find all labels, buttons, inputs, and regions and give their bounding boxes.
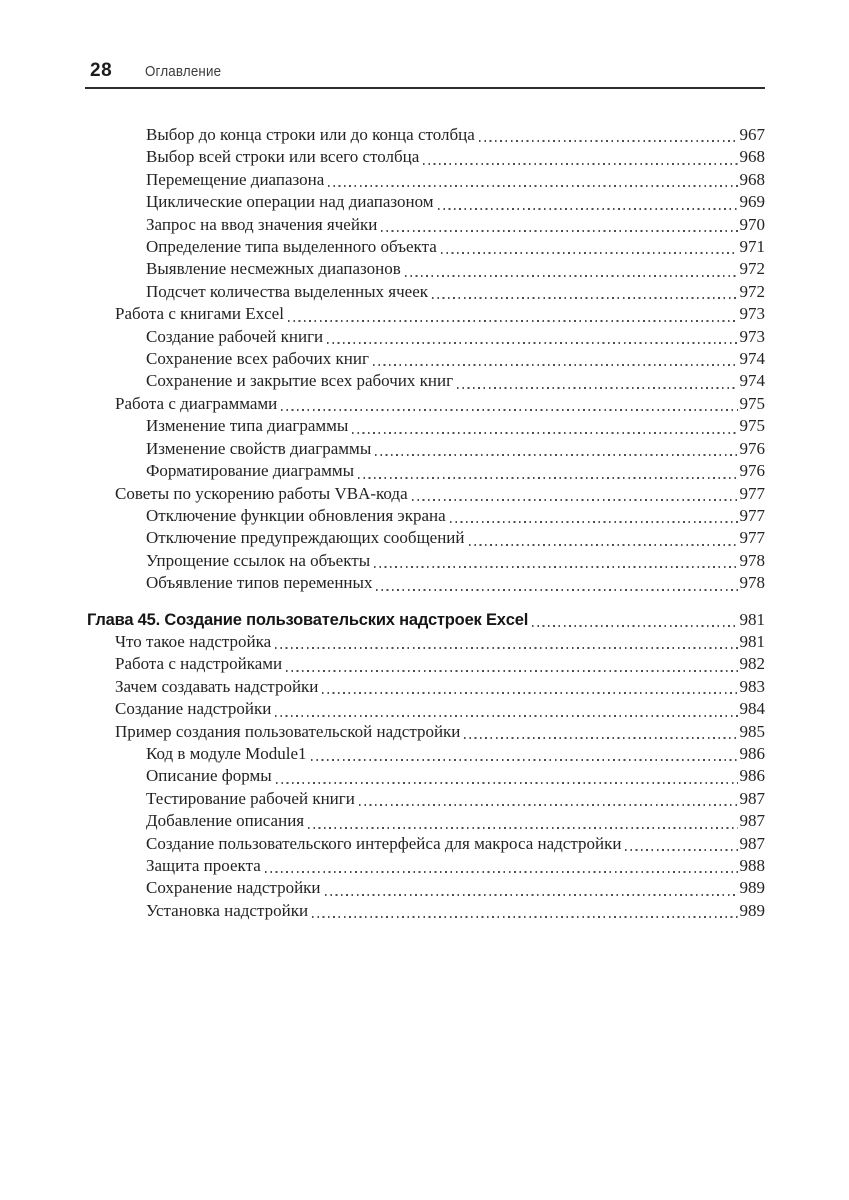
toc-entry-page: 968 [739,147,765,167]
toc-entry-page: 967 [739,125,765,144]
toc-entry [87,348,765,370]
dot-leader [405,275,738,277]
toc-entry-label: Работа с книгами Excel [115,304,284,324]
toc-entry-page: 974 [739,371,765,391]
toc-entry-label: Установка надстройки [146,900,309,920]
toc-entry [87,214,765,236]
toc-entry-label: Код в модуле Module1 [146,743,307,763]
toc-entry [87,743,765,765]
dot-leader [308,827,737,829]
toc-entry-page: 973 [739,304,765,324]
toc-entry-label: Тестирование рабочей книги [146,788,355,808]
toc-entry [87,900,765,922]
toc-entry [87,698,765,720]
toc-entry [87,505,765,527]
toc-entry-page: 970 [739,214,765,234]
toc-entry-label: Создание пользовательского интерфейса для макроса надстройки [146,833,622,853]
dot-leader [265,871,738,873]
toc-entry-label: Пример создания пользовательской надстройки [115,721,461,741]
toc-entry-label: Перемещение диапазона [146,169,325,189]
dot-leader [373,364,738,366]
toc-entry-page: 974 [739,349,765,369]
toc-entry [87,438,765,460]
toc-entry [87,527,765,549]
toc-entry-page: 981 [739,631,765,651]
running-head [87,60,765,84]
dot-leader [322,692,737,694]
toc-entry [87,169,765,191]
dot-leader [311,759,738,761]
toc-entry [87,146,765,168]
dot-leader [381,230,737,232]
toc-entry [87,855,765,877]
toc-entry-label: Отключение предупреждающих сообщений [146,528,465,548]
toc-entry-page: 981 [739,609,765,629]
toc-entry-label: Изменение типа диаграммы [146,416,349,436]
dot-leader [376,589,737,591]
toc-entry-label: Сохранение надстройки [146,878,321,898]
toc-entry [87,326,765,348]
toc-entry [87,676,765,698]
toc-entry [87,393,765,415]
toc-entry-label: Глава 45. Создание пользовательских надстроек Excel [87,610,529,629]
toc-entry [87,236,765,258]
dot-leader [374,566,737,568]
dot-leader [327,342,737,344]
page-number: 28 [90,60,113,81]
toc-entry-page: 975 [739,416,765,436]
toc-entry-label: Работа с надстройками [115,654,283,674]
toc-entry [87,833,765,855]
toc-entry-page: 978 [739,573,765,593]
toc-entry [87,877,765,899]
toc-entry-label: Объявление типов переменных [146,573,373,593]
toc-entry-page: 988 [739,856,765,875]
toc-entry-page: 972 [739,281,765,301]
toc-entry [87,653,765,675]
toc-entry-label: Добавление описания [146,811,305,831]
toc-entry-page: 976 [739,438,765,458]
dot-leader [432,297,737,299]
toc-entry-label: Определение типа выделенного объекта [146,237,437,257]
toc-entry-label: Запрос на ввод значения ячейки [146,214,378,234]
toc-entry [87,483,765,505]
toc-entry [87,258,765,280]
dot-leader [469,544,738,546]
toc-entry [87,191,765,213]
toc-entry-label: Подсчет количества выделенных ячеек [146,281,429,301]
toc-entry-page: 987 [739,788,765,808]
dot-leader [275,715,737,717]
toc-entry-label: Защита проекта [146,856,261,875]
toc-entry [87,303,765,325]
dot-leader [441,252,738,254]
toc-entry-label: Советы по ускорению работы VBA-кода [115,483,408,503]
toc-entry-page: 983 [739,676,765,696]
toc-entry [87,631,765,653]
header-rule [85,87,765,89]
toc-entry-page: 985 [739,721,765,741]
dot-leader [457,387,737,389]
dot-leader [532,625,737,627]
dot-leader [438,208,738,210]
toc-entry-label: Описание формы [146,766,272,786]
toc-entry-label: Выявление несмежных диапазонов [146,259,401,279]
dot-leader [276,782,738,784]
dot-leader [450,521,738,523]
toc-entry-page: 973 [739,326,765,346]
toc-entry-label: Создание рабочей книги [146,326,324,346]
toc-entry [87,788,765,810]
toc-entry [87,572,765,594]
toc-entry-page: 975 [739,393,765,413]
toc-entry-label: Создание надстройки [115,699,272,719]
toc-entry-page: 987 [739,811,765,831]
toc-entry-label: Выбор всей строки или всего столбца [146,147,420,167]
toc-entry-page: 978 [739,550,765,570]
toc-entry-label: Работа с диаграммами [115,393,278,413]
toc-entry [87,460,765,482]
toc-entry-page: 977 [739,528,765,548]
toc-entry [87,721,765,743]
toc-entry-page: 982 [739,654,765,674]
dot-leader [325,894,738,896]
toc-entry-label: Отключение функции обновления экрана [146,505,446,525]
toc-entry [87,609,765,631]
toc-entry [87,415,765,437]
dot-leader [359,804,738,806]
toc-entry-page: 968 [739,169,765,189]
toc-entry-label: Зачем создавать надстройки [115,676,319,696]
header-title: Оглавление [145,64,222,80]
toc-list [87,124,765,922]
toc-entry-page: 977 [739,483,765,503]
dot-leader [275,647,737,649]
dot-leader [464,737,737,739]
toc-entry-page: 989 [739,878,765,898]
toc-entry-page: 984 [739,699,765,719]
dot-leader [358,477,737,479]
toc-entry-label: Упрощение ссылок на объекты [146,550,371,570]
toc-entry [87,810,765,832]
toc-entry [87,281,765,303]
dot-leader [312,916,737,918]
toc-entry-page: 986 [739,766,765,786]
toc-entry-page: 969 [739,192,765,212]
dot-leader [412,499,738,501]
toc-entry [87,370,765,392]
dot-leader [423,163,737,165]
toc-entry-label: Циклические операции над диапазоном [146,192,434,212]
toc-entry-label: Изменение свойств диаграммы [146,438,372,458]
toc-entry-page: 976 [739,461,765,481]
dot-leader [328,185,737,187]
toc-entry-page: 972 [739,259,765,279]
toc-entry [87,550,765,572]
toc-entry-label: Форматирование диаграммы [146,461,355,481]
toc-entry-label: Сохранение всех рабочих книг [146,349,369,369]
toc-entry-label: Что такое надстройка [115,631,272,651]
dot-leader [625,849,737,851]
toc-entry-page: 971 [739,237,765,257]
toc-entry-page: 987 [739,833,765,853]
dot-leader [281,409,737,411]
dot-leader [286,670,737,672]
toc-entry-page: 989 [739,900,765,920]
dot-leader [352,432,737,434]
toc-entry-label: Выбор до конца строки или до конца столбца [146,125,475,144]
toc-entry [87,765,765,787]
toc-entry-label: Сохранение и закрытие всех рабочих книг [146,371,454,391]
dot-leader [375,454,737,456]
toc-entry-page: 986 [739,743,765,763]
dot-leader [479,140,738,142]
toc-entry-page: 977 [739,505,765,525]
dot-leader [288,320,738,322]
toc-entry [87,124,765,146]
